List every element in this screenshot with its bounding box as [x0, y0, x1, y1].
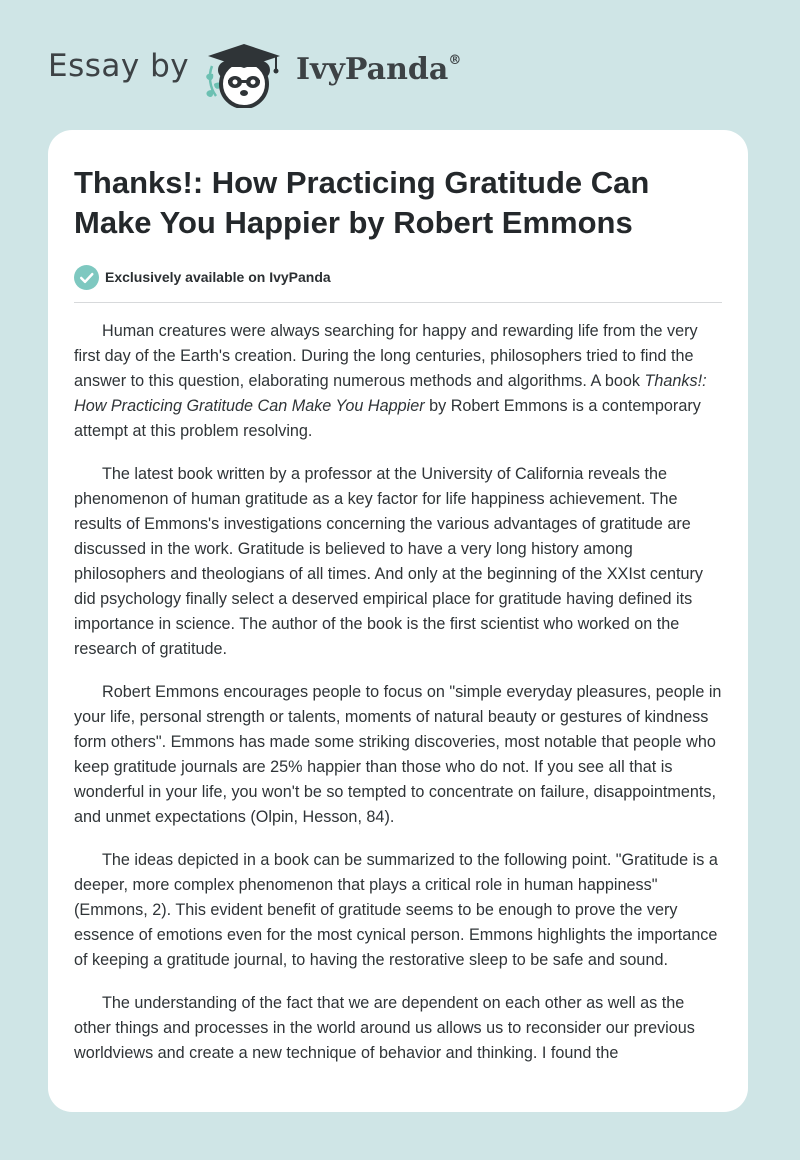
title-divider: [74, 302, 722, 303]
essay-card: [48, 130, 748, 1112]
badge-label: Exclusively available on IvyPanda: [105, 269, 331, 285]
essay-body: [74, 319, 724, 1084]
panda-graduate-icon[interactable]: [200, 36, 292, 108]
paragraph-1-text-a: Human creatures were always searching for happy and rewarding life from the very first day of the Earth's creation. During the long centuries, philosophers tried to find the answer to this question, elaborating numerous methods and algorithms. A book: [74, 322, 698, 390]
paragraph-5: The understanding of the fact that we are dependent on each other as well as the other things and processes in the world around us allows us to reconsider our previous worldviews and create a new technique of behavior and thinking. I found the: [74, 994, 695, 1062]
check-circle-icon: [74, 265, 99, 290]
paragraph-2: The latest book written by a professor at the University of California reveals the phenomenon of human gratitude as a key factor for life happiness achievement. The results of Emmons's investigations concerning the various advantages of gratitude are discussed in the work. Gratitude is believed to have a very long history among philosophers and theologians of all times. And only at the beginning of the XXIst century did psychology finally select a deserved empirical place for gratitude having defined its importance in science. The author of the book is the first scientist who worked on the research of gratitude.: [74, 465, 704, 658]
paragraph-1-text-c: by Robert Emmons is a contemporary attempt at this problem resolving.: [74, 397, 701, 440]
essay-by-label: Essay by: [48, 48, 190, 84]
book-title-italic: Thanks!: How Practicing Gratitude Can Make You Happier: [74, 372, 707, 415]
registered-mark: ®: [448, 53, 462, 68]
paragraph-1: [74, 319, 724, 444]
site-header: [0, 0, 800, 130]
paragraph-3: Robert Emmons encourages people to focus on "simple everyday pleasures, people in your life, personal strength or talents, moments of natural beauty or gestures of kindness form others". Emmons has made some striking discoveries, most notable that people who keep gratitude journals are 25% happier than those who do not. If you see all that is wonderful in your life, you won't be so tempted to concentrate on failure, disappointments, and unmet expectations (Olpin, Hesson, 84).: [74, 683, 722, 826]
exclusive-badge: [74, 264, 331, 290]
brand-text: IvyPanda: [296, 52, 449, 87]
paragraph-4: The ideas depicted in a book can be summarized to the following point. "Gratitude is a deeper, more complex phenomenon that plays a critical role in human happiness" (Emmons, 2). This evident benefit of gratitude seems to be enough to prove the very essence of emotions even for the most cynical person. Emmons highlights the importance of keeping a gratitude journal, to having the restorative sleep to be safe and sound.: [74, 851, 718, 969]
brand-name[interactable]: [296, 52, 461, 87]
essay-title: Thanks!: How Practicing Gratitude Can Make You Happier by Robert Emmons: [74, 165, 650, 240]
